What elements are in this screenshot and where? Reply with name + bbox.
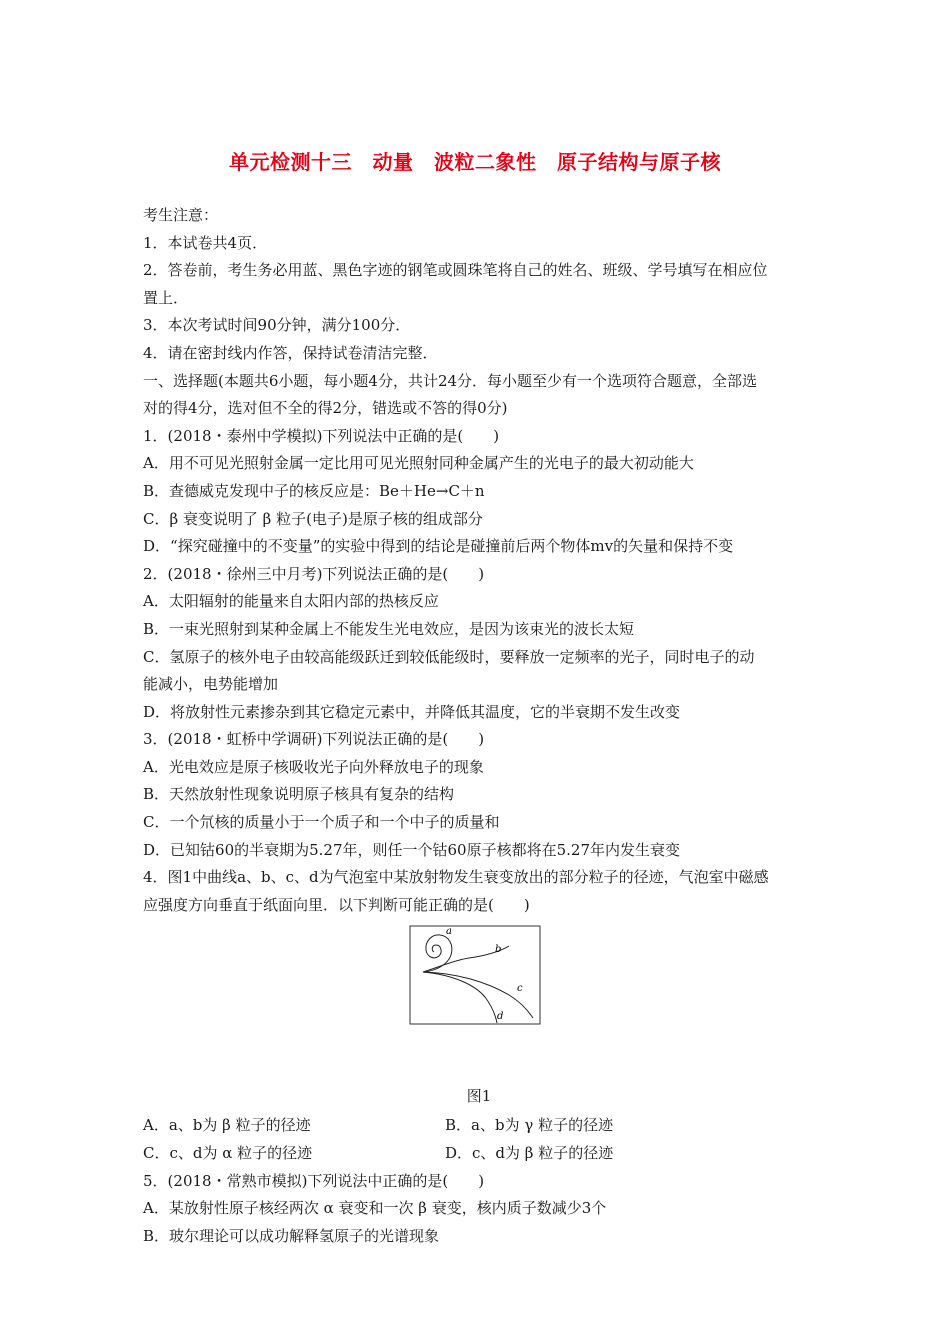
- question-4-options-row-2: [143, 1140, 815, 1168]
- question-2-option-b: B．一束光照射到某种金属上不能发生光电效应，是因为该束光的波长太短: [143, 619, 635, 638]
- question-2-option-d: D．将放射性元素掺杂到其它稳定元素中，并降低其温度，它的半衰期不发生改变: [143, 702, 681, 721]
- question-3-option-d: D．已知钴60的半衰期为5.27年，则任一个钴60原子核都将在5.27年内发生衰变: [143, 840, 681, 859]
- figure-1: [143, 925, 815, 1083]
- label-b: b: [495, 944, 502, 956]
- figure-caption: 图1: [466, 1087, 492, 1106]
- question-4-option-a: A．a、b为 β 粒子的径迹: [143, 1116, 311, 1135]
- question-1-option-c: C．β 衰变说明了 β 粒子(电子)是原子核的组成部分: [143, 509, 483, 528]
- question-1-option-b: B．查德威克发现中子的核反应是：Be＋He→C＋n: [143, 481, 485, 500]
- label-a: a: [446, 926, 452, 938]
- question-3-option-c: C．一个氘核的质量小于一个质子和一个中子的质量和: [143, 813, 500, 832]
- question-4-option-c: C．c、d为 α 粒子的径迹: [143, 1144, 313, 1163]
- question-3-option-a: A．光电效应是原子核吸收光子向外释放电子的现象: [143, 757, 484, 776]
- label-c: c: [517, 983, 523, 995]
- bubble-chamber-tracks: [409, 925, 541, 1025]
- question-4-stem: 4．图1中曲线a、b、c、d为气泡室中某放射物发生衰变放出的部分粒子的径迹，气泡室中磁感: [143, 868, 769, 887]
- figure-frame: [410, 926, 540, 1024]
- notes-heading: 考生注意：: [143, 206, 219, 224]
- note-item: 1．本试卷共4页．: [143, 233, 268, 252]
- question-2-option-a: A．太阳辐射的能量来自太阳内部的热核反应: [143, 592, 439, 611]
- question-1-option-a: A．用不可见光照射金属一定比用可见光照射同种金属产生的光电子的最大初动能大: [143, 454, 694, 473]
- label-d: d: [497, 1011, 504, 1023]
- question-2-option-c-cont: 能减小，电势能增加: [143, 675, 279, 694]
- question-2-stem: 2．(2018・徐州三中月考)下列说法正确的是( ): [143, 564, 485, 583]
- note-item: 3．本次考试时间90分钟，满分100分．: [143, 316, 411, 335]
- question-2-option-c: C．氢原子的核外电子由较高能级跃迁到较低能级时，要释放一定频率的光子，同时电子的动: [143, 647, 755, 666]
- question-5-option-a: A．某放射性原子核经两次 α 衰变和一次 β 衰变，核内质子数减少3个: [143, 1199, 607, 1218]
- question-5-option-b: B．玻尔理论可以成功解释氢原子的光谱现象: [143, 1226, 440, 1245]
- track-c: [423, 972, 533, 1018]
- question-1-option-d: D．“探究碰撞中的不变量”的实验中得到的结论是碰撞前后两个物体mv的矢量和保持不变: [143, 537, 734, 556]
- question-3-option-b: B．天然放射性现象说明原子核具有复杂的结构: [143, 785, 455, 804]
- track-d: [423, 972, 497, 1023]
- track-a: [423, 935, 452, 972]
- note-item: 置上．: [143, 288, 189, 307]
- question-4-option-b: B．a、b为 γ 粒子的径迹: [445, 1116, 614, 1135]
- question-4-options-row-1: [143, 1112, 815, 1140]
- section-heading-cont: 对的得4分，选对但不全的得2分，错选或不答的得0分): [143, 399, 508, 418]
- note-item: 2．答卷前，考生务必用蓝、黑色字迹的钢笔或圆珠笔将自己的姓名、班级、学号填写在相应位: [143, 261, 768, 280]
- exam-body: [143, 202, 815, 1250]
- question-1-stem: 1．(2018・泰州中学模拟)下列说法中正确的是( ): [143, 426, 500, 445]
- page-title: 单元检测十三 动量 波粒二象性 原子结构与原子核: [229, 150, 721, 174]
- section-heading: 一、选择题(本题共6小题，每小题4分，共计24分．每小题至少有一个选项符合题意，全部选: [143, 371, 758, 390]
- question-4-stem-cont: 应强度方向垂直于纸面向里．以下判断可能正确的是( ): [143, 895, 530, 914]
- question-4-option-d: D．c、d为 β 粒子的径迹: [445, 1144, 614, 1163]
- question-5-stem: 5．(2018・常熟市模拟)下列说法中正确的是( ): [143, 1171, 485, 1190]
- note-item: 4．请在密封线内作答，保持试卷清洁完整．: [143, 343, 438, 362]
- question-3-stem: 3．(2018・虹桥中学调研)下列说法正确的是( ): [143, 730, 485, 749]
